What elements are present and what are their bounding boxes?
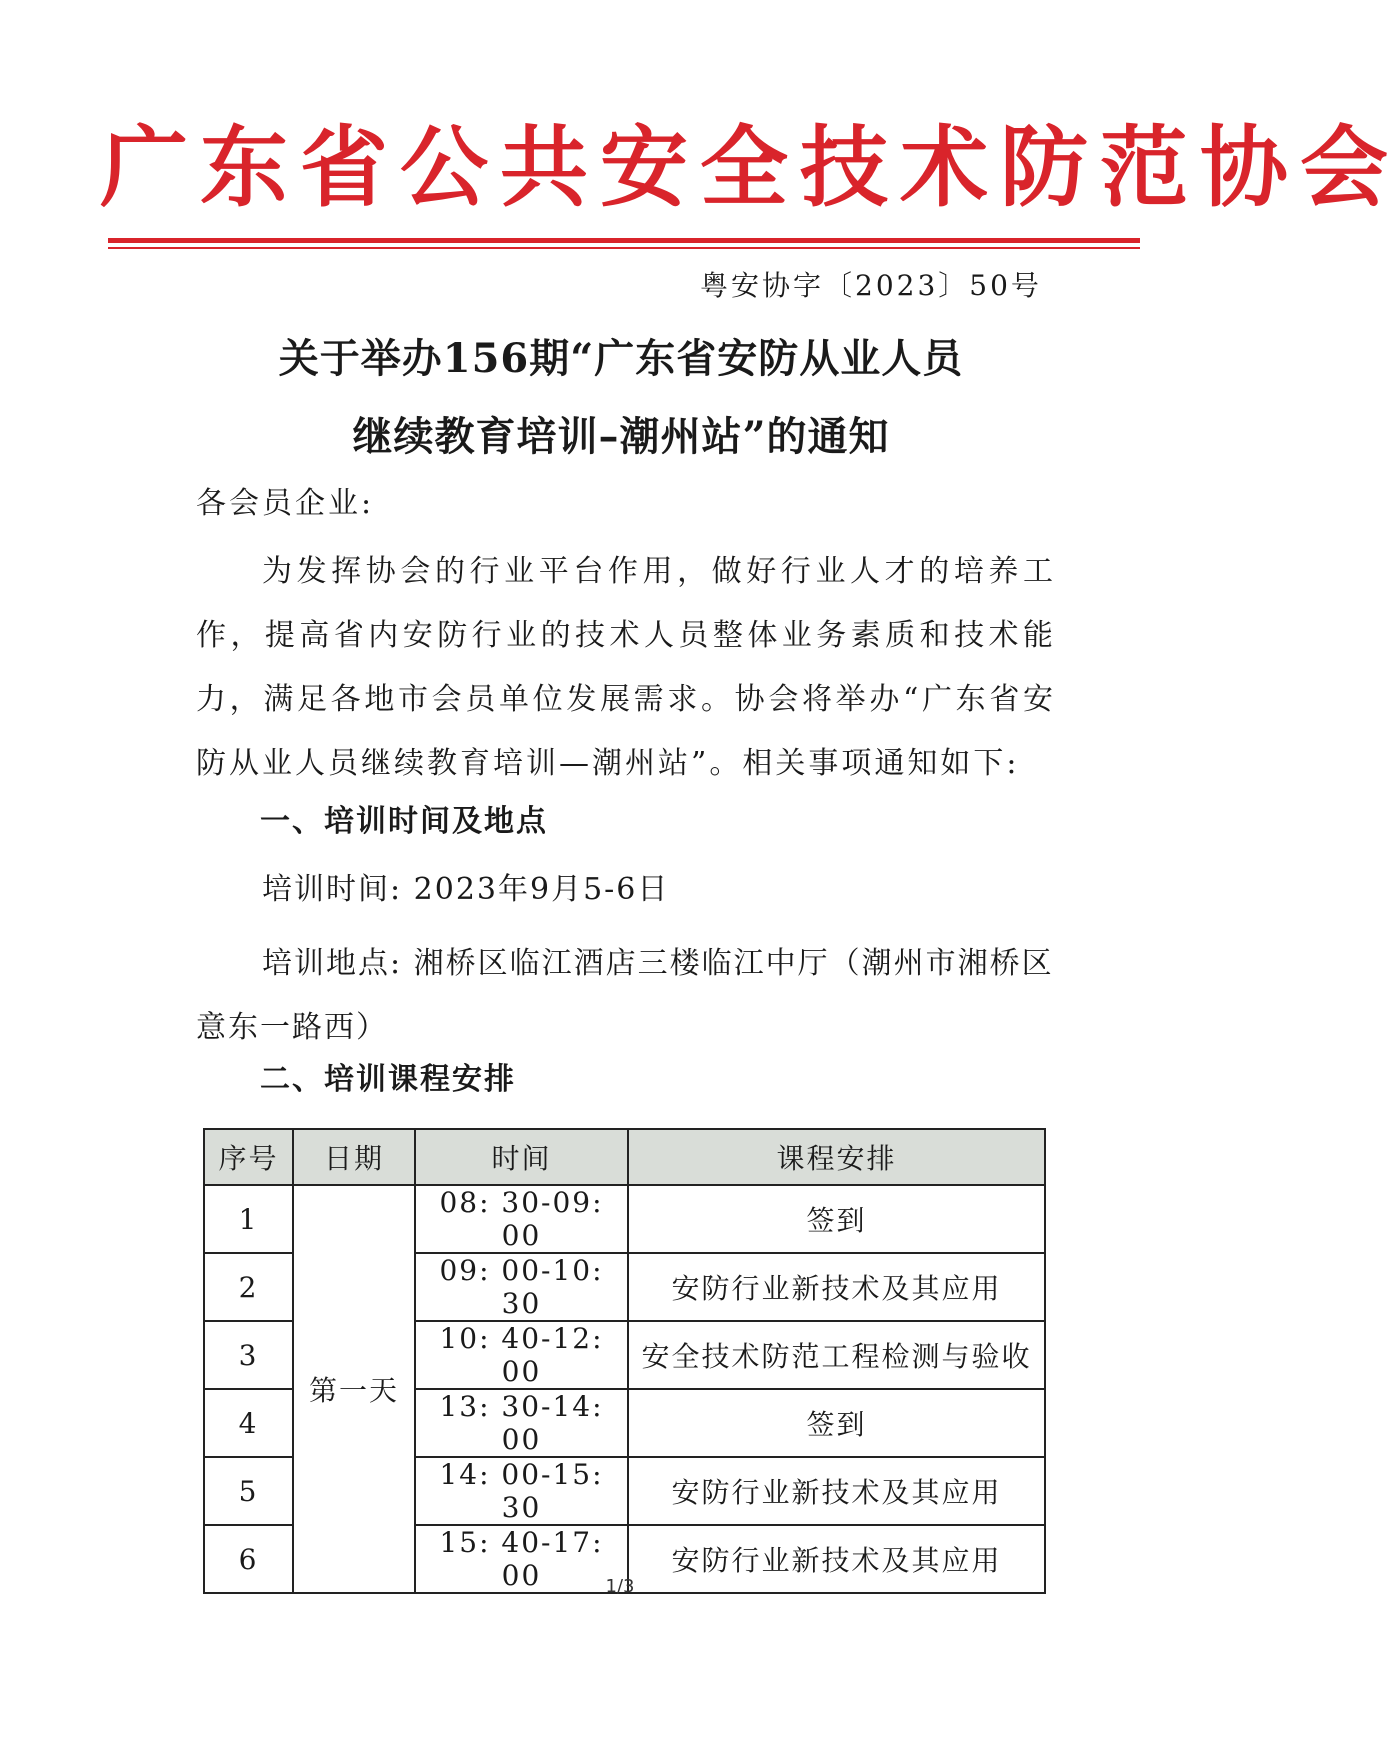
notice-title-line-1: 关于举办156期“广东省安防从业人员 [278, 335, 964, 382]
row-time: 13: 30-14: 00 [415, 1389, 628, 1457]
schedule-table [203, 1128, 1046, 1594]
header-seq: 序号 [204, 1129, 293, 1185]
header-date: 日期 [293, 1129, 415, 1185]
header-divider-thick [108, 238, 1140, 243]
row-seq: 3 [204, 1321, 293, 1389]
row-course: 签到 [628, 1389, 1045, 1457]
intro-paragraph: 为发挥协会的行业平台作用，做好行业人才的培养工作，提高省内安防行业的技术人员整体业务素质和技术能力，满足各地市会员单位发展需求。协会将举办“广东省安防从业人员继续教育培训—潮州站”。相关事项通知如下: [196, 554, 1056, 781]
row-time: 14: 00-15: 30 [415, 1457, 628, 1525]
table-row [204, 1185, 1045, 1253]
notice-title-line-2: 继续教育培训–潮州站”的通知 [352, 413, 890, 460]
notice-title [110, 320, 1132, 476]
salutation: 各会员企业: [196, 486, 375, 521]
row-seq: 6 [204, 1525, 293, 1593]
header-course: 课程安排 [628, 1129, 1045, 1185]
table-header-row [204, 1129, 1045, 1185]
row-time: 08: 30-09: 00 [415, 1185, 628, 1253]
row-course: 安防行业新技术及其应用 [628, 1253, 1045, 1321]
row-course: 签到 [628, 1185, 1045, 1253]
page-number: 1/3 [605, 1576, 635, 1597]
header-time: 时间 [415, 1129, 628, 1185]
row-seq: 1 [204, 1185, 293, 1253]
organization-name: 广东省公共安全技术防范协会 [100, 115, 1400, 219]
row-time: 09: 00-10: 30 [415, 1253, 628, 1321]
header-divider-thin [108, 247, 1140, 249]
row-course: 安防行业新技术及其应用 [628, 1457, 1045, 1525]
row-course: 安防行业新技术及其应用 [628, 1525, 1045, 1593]
document-number: 粤安协字〔2023〕50号 [700, 269, 1042, 302]
row-course: 安全技术防范工程检测与验收 [628, 1321, 1045, 1389]
section-heading-schedule: 二、培训课程安排 [260, 1062, 516, 1097]
training-time: 培训时间: 2023年9月5-6日 [262, 872, 670, 907]
row-seq: 4 [204, 1389, 293, 1457]
row-seq: 2 [204, 1253, 293, 1321]
section-heading-time-place: 一、培训时间及地点 [260, 804, 548, 839]
row-seq: 5 [204, 1457, 293, 1525]
row-time: 10: 40-12: 00 [415, 1321, 628, 1389]
row-time: 15: 40-17: 00 [415, 1525, 628, 1593]
row-day: 第一天 [293, 1185, 415, 1593]
training-place: 培训地点: 湘桥区临江酒店三楼临江中厅（潮州市湘桥区意东一路西） [196, 946, 1054, 1045]
